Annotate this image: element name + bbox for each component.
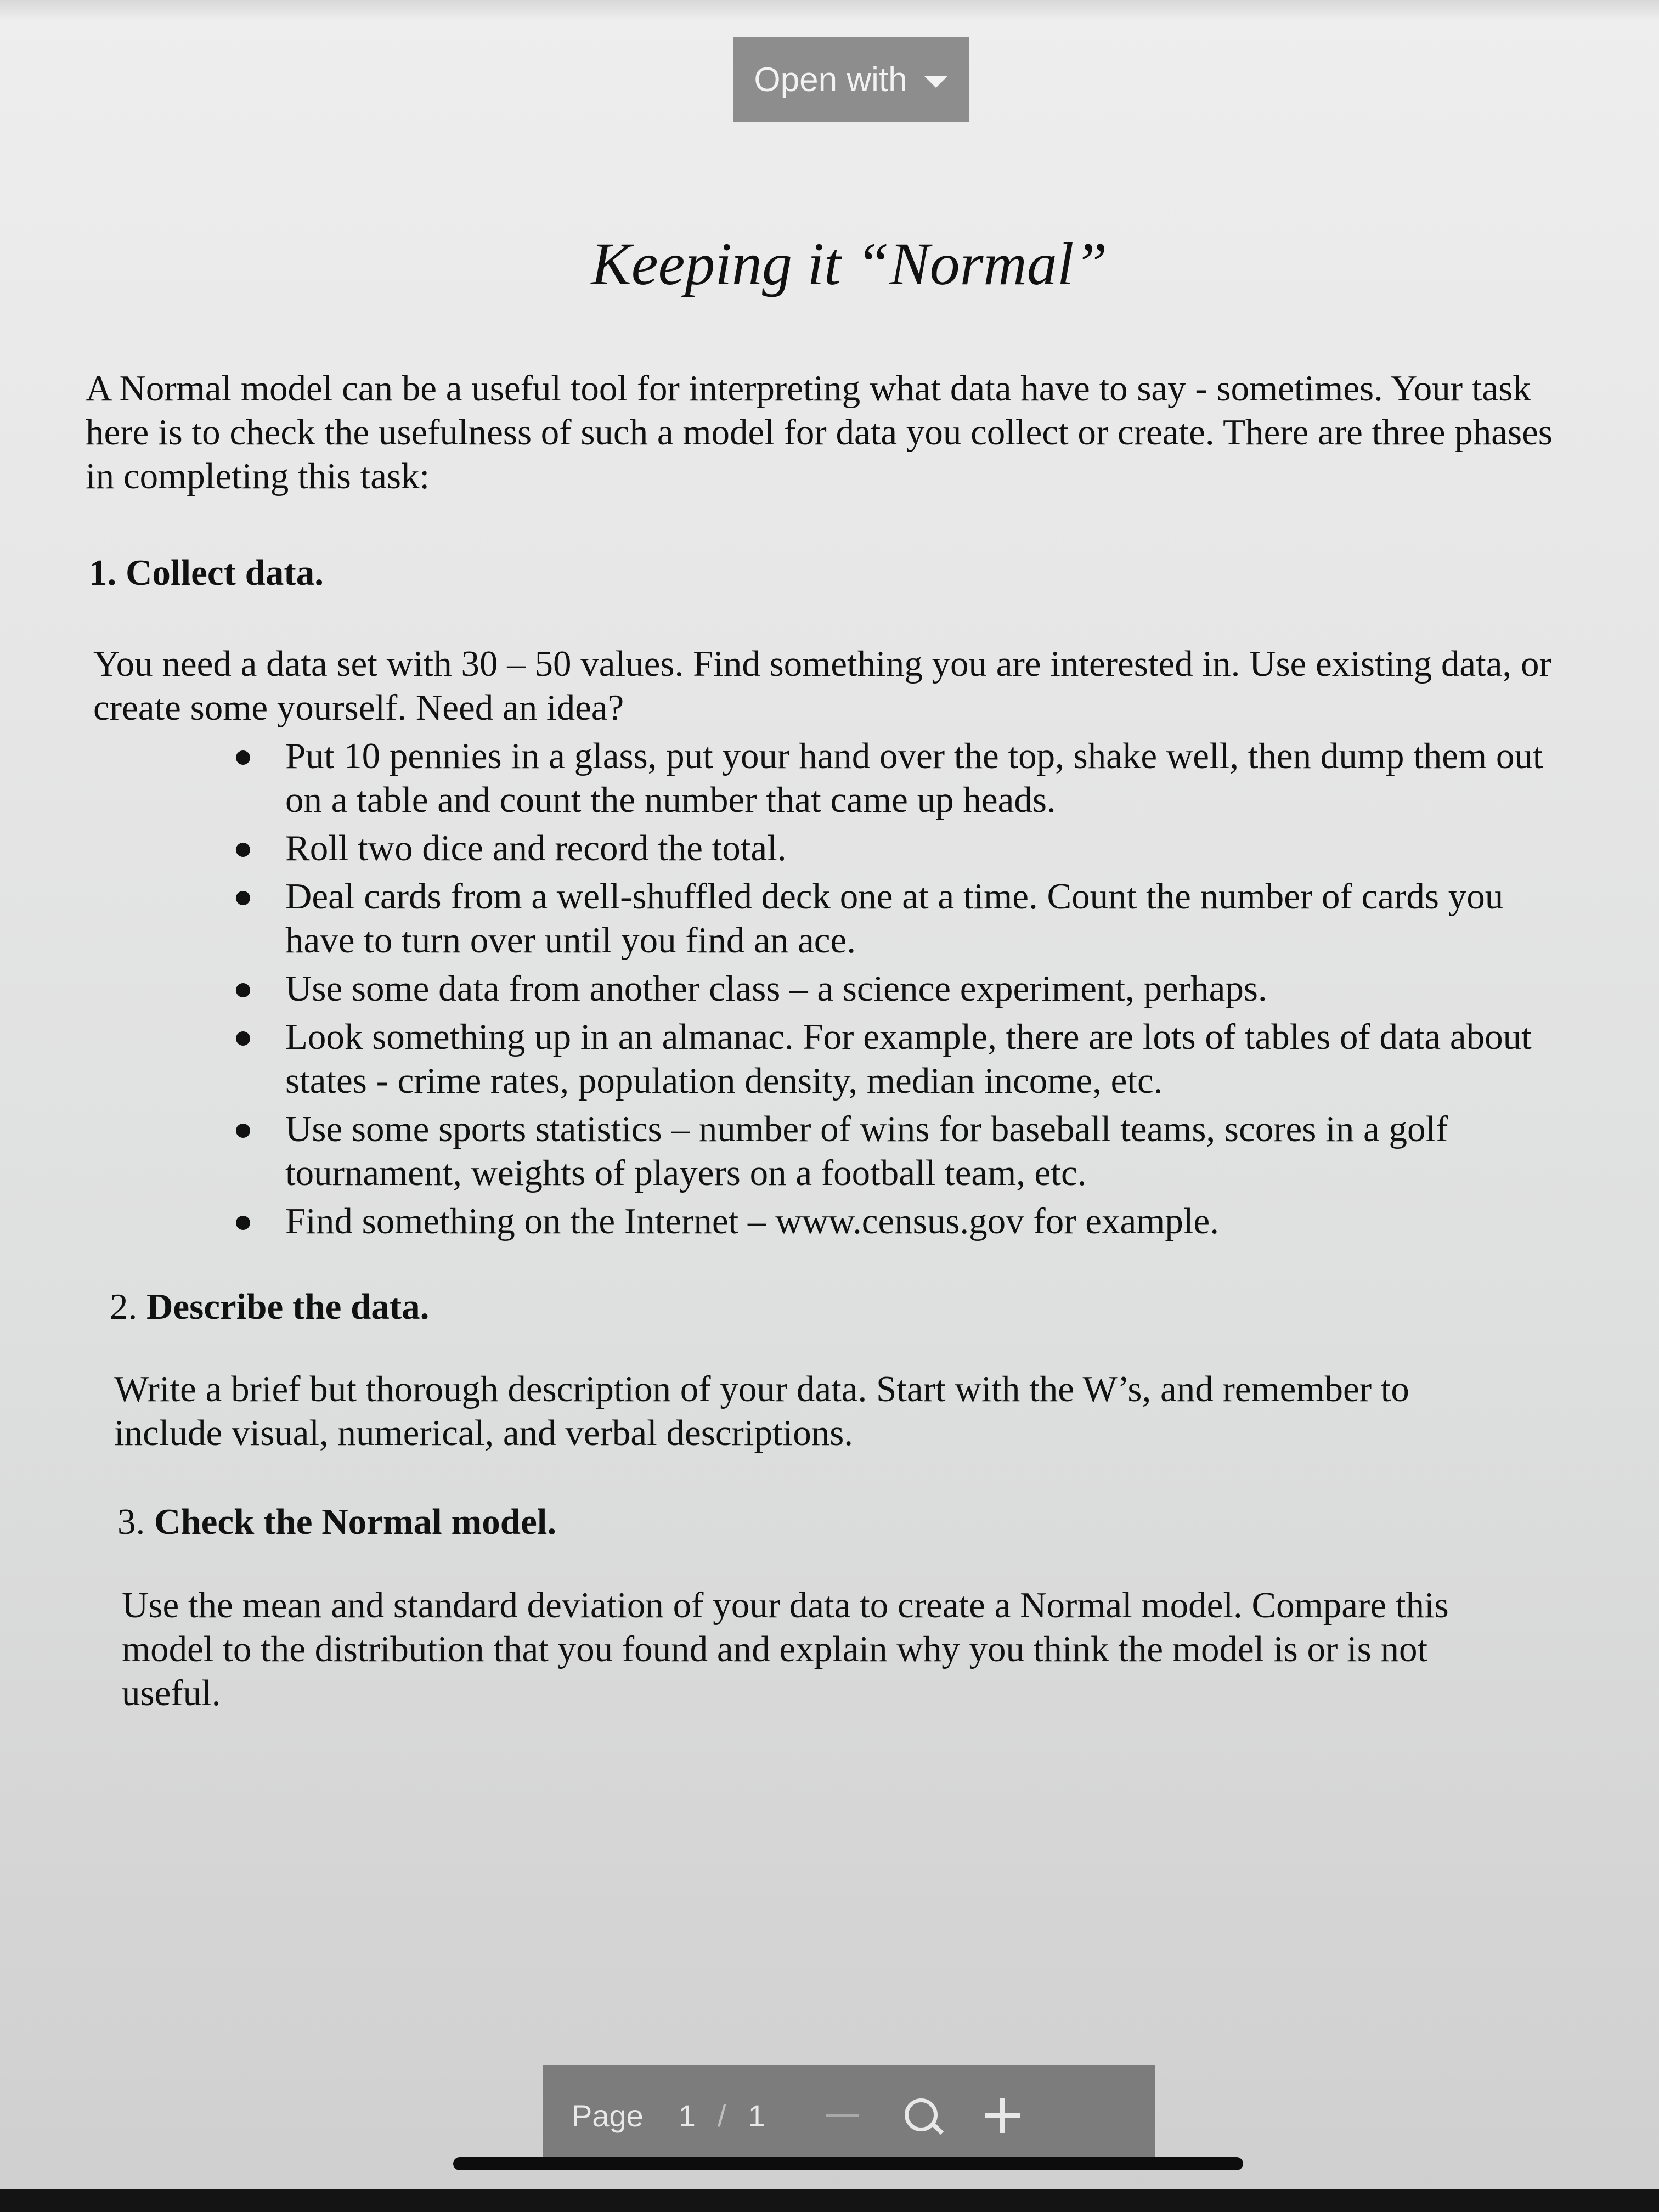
- total-pages: 1: [748, 2098, 765, 2133]
- section-heading-text: Check the Normal model.: [154, 1502, 557, 1542]
- zoom-icon[interactable]: [902, 2096, 941, 2135]
- bullet-icon: [236, 751, 250, 765]
- plus-icon[interactable]: [985, 2098, 1020, 2133]
- collect-paragraph: You need a data set with 30 – 50 values. Find something you are interested in. Use existing data, or create some yourself. Need an idea?: [93, 644, 1551, 728]
- list-item: [219, 874, 1558, 962]
- section-number: 3.: [117, 1502, 145, 1542]
- minus-icon[interactable]: [826, 2114, 859, 2117]
- list-item: [219, 734, 1558, 822]
- page-label: Page: [572, 2098, 644, 2133]
- describe-paragraph: Write a brief but thorough description of your data. Start with the W’s, and remember to include visual, numerical, and verbal descriptions.: [114, 1369, 1409, 1453]
- bullet-icon: [236, 843, 250, 857]
- document-title: Keeping it “Normal”: [591, 230, 1108, 297]
- check-paragraph: Use the mean and standard deviation of your data to create a Normal model. Compare this model to the distribution that you found and explain why you think the model is or is not useful.: [122, 1585, 1449, 1713]
- list-item-text: Find something on the Internet – www.census.gov for example.: [285, 1201, 1219, 1242]
- list-item-text: Look something up in an almanac. For example, there are lots of tables of data about states - crime rates, population density, median income, etc.: [285, 1017, 1532, 1101]
- list-item: [219, 967, 1558, 1011]
- screen-bottom-bezel: [0, 2189, 1659, 2212]
- chevron-down-icon: [924, 76, 948, 88]
- page-separator: /: [717, 2098, 726, 2133]
- list-item-text: Roll two dice and record the total.: [285, 828, 787, 868]
- section-heading-collect: 1. Collect data.: [89, 552, 324, 593]
- list-item: [219, 1199, 1558, 1243]
- home-indicator[interactable]: [453, 2157, 1243, 2170]
- intro-paragraph: A Normal model can be a useful tool for interpreting what data have to say - sometimes. Your task here is to check the usefulness of such a model for data you collect or create. There are three phases in completing this task:: [86, 368, 1553, 496]
- bullet-icon: [236, 891, 250, 905]
- bullet-icon: [236, 1031, 250, 1046]
- list-item: [219, 1015, 1558, 1103]
- list-item-text: Use some sports statistics – number of wins for baseball teams, scores in a golf tournament, weights of players on a football team, etc.: [285, 1109, 1448, 1193]
- bullet-icon: [236, 983, 250, 997]
- list-item-text: Put 10 pennies in a glass, put your hand over the top, shake well, then dump them out on a table and count the number that came up heads.: [285, 736, 1543, 820]
- page-toolbar: [543, 2065, 1155, 2166]
- screen-top-edge: [0, 0, 1659, 20]
- list-item: [219, 826, 1558, 870]
- ideas-list: [219, 734, 1558, 1248]
- current-page-field[interactable]: 1: [678, 2098, 696, 2133]
- section-heading-check: [117, 1500, 556, 1544]
- zoom-handle: [930, 2121, 944, 2135]
- list-item: [219, 1107, 1558, 1195]
- bullet-icon: [236, 1124, 250, 1138]
- section-heading-text: Describe the data.: [146, 1286, 430, 1327]
- open-with-button[interactable]: [733, 37, 969, 122]
- bullet-icon: [236, 1216, 250, 1230]
- section-number: 2.: [110, 1286, 138, 1327]
- section-heading-describe: [110, 1285, 429, 1329]
- open-with-label: Open with: [754, 60, 907, 99]
- list-item-text: Deal cards from a well-shuffled deck one at a time. Count the number of cards you have to turn over until you find an ace.: [285, 876, 1504, 961]
- list-item-text: Use some data from another class – a science experiment, perhaps.: [285, 968, 1267, 1009]
